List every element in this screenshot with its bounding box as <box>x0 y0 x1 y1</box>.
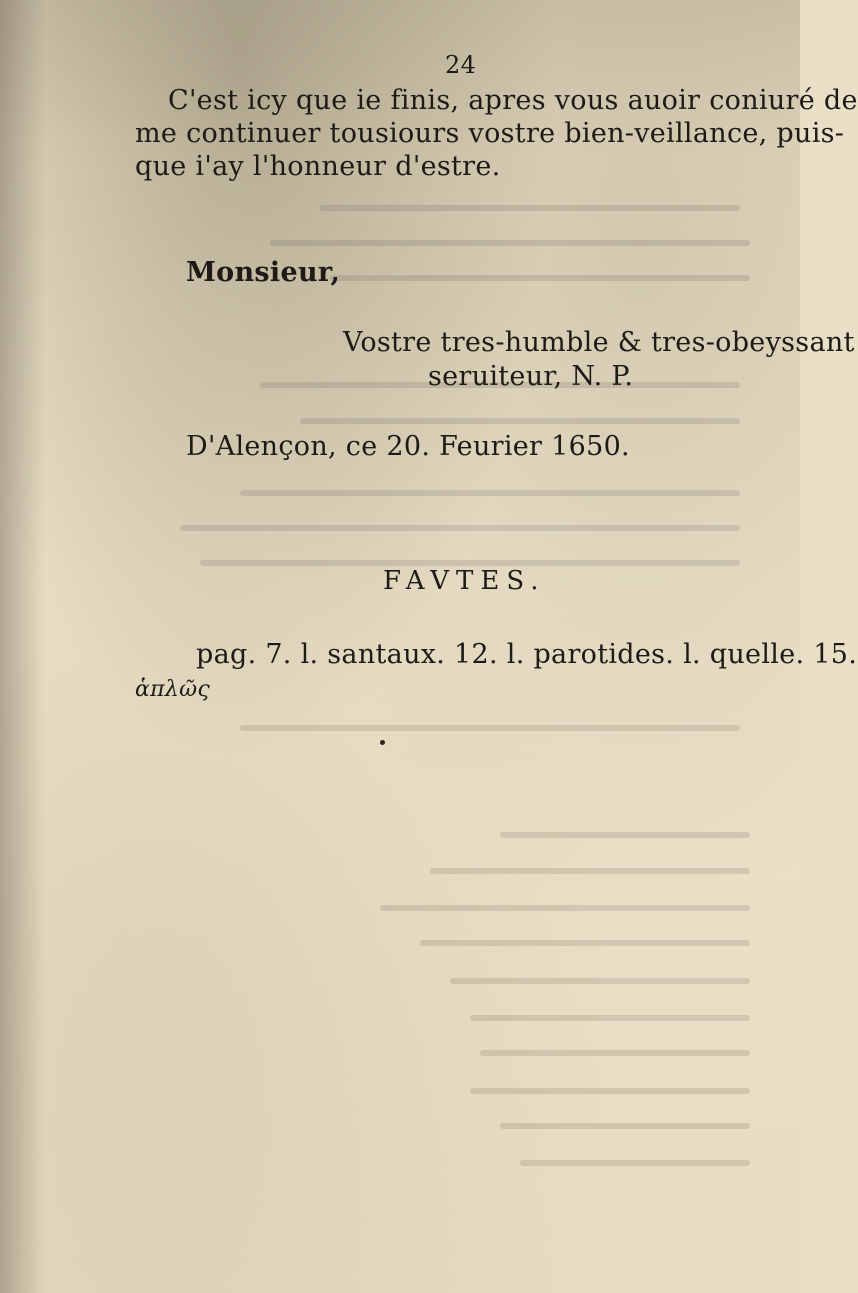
errata-title: FAVTES. <box>383 566 546 596</box>
salutation: Monsieur, <box>186 257 341 288</box>
paragraph-line-3: que i'ay l'honneur d'estre. <box>135 151 501 182</box>
errata-line-1: pag. 7. l. santaux. 12. l. parotides. l. quelle. 15. <box>196 639 858 670</box>
closing-line-2: seruiteur, N. P. <box>428 361 634 392</box>
paragraph-line-2: me continuer tousiours vostre bien-veillance, puis- <box>135 118 845 149</box>
page-number: 24 <box>445 51 477 79</box>
errata-line-2: ἁπλῶς <box>135 677 211 702</box>
ink-speck <box>380 740 385 745</box>
closing-line-1: Vostre tres-humble & tres-obeyssant <box>343 327 855 358</box>
paragraph-line-1: C'est icy que ie finis, apres vous auoir coniuré de <box>168 85 858 116</box>
dateline: D'Alençon, ce 20. Feurier 1650. <box>186 431 630 462</box>
